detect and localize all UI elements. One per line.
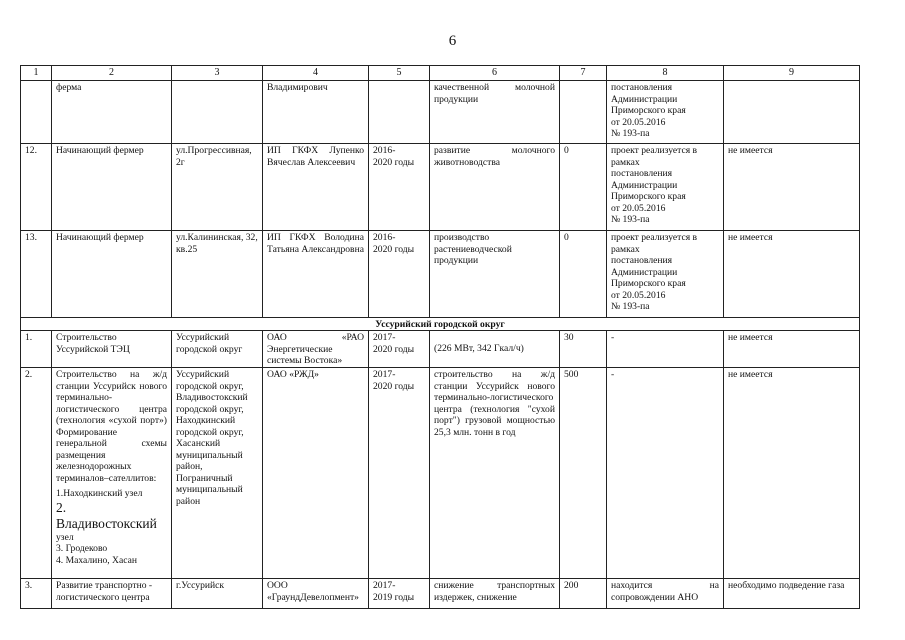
table-row (21, 331, 860, 368)
column-number: 9 (724, 66, 860, 81)
investor: ОАО «РЖД» (263, 368, 369, 579)
column-number-row (21, 66, 860, 81)
hub-item: 3. Гродеково (56, 543, 108, 554)
period: 2017- 2019 годы (369, 579, 430, 609)
period: 2016- 2020 годы (369, 144, 430, 231)
row-number: 1. (21, 331, 52, 368)
column-number: 5 (369, 66, 430, 81)
project-goal: производство растениеводческой продукции (430, 231, 560, 318)
support-status: постановления Администрации Приморского края от 20.05.2016 № 193-па (607, 81, 724, 144)
support-status: - (607, 368, 724, 579)
needs (724, 81, 860, 144)
investment-volume (560, 81, 607, 144)
period: 2017- 2020 годы (369, 368, 430, 579)
investor: ИП ГКФХ Володина Татьяна Александровна (263, 231, 369, 318)
investment-volume: 0 (560, 231, 607, 318)
investor: ООО «ГраундДевелопмент» (263, 579, 369, 609)
hub-item: 2. Владивостокский (56, 499, 157, 531)
project-name: Строительство Уссурийской ТЭЦ (52, 331, 172, 368)
hub-item: 4. Махалино, Хасан (56, 554, 137, 566)
needs: необходимо подведение газа (724, 579, 860, 609)
project-name: Начинающий фермер (52, 144, 172, 231)
row-number: 12. (21, 144, 52, 231)
project-name (52, 368, 172, 579)
investor: Владимирович (263, 81, 369, 144)
support-status: - (607, 331, 724, 368)
needs: не имеется (724, 368, 860, 579)
column-number: 4 (263, 66, 369, 81)
row-number (21, 81, 52, 144)
project-description: Строительство на ж/д станции Уссурийск нового терминально-логистического центра (технология «сухой порт») Формирование генеральной схемы размещения железнодорожных терминалов–сателлитов: (56, 369, 167, 484)
row-number: 13. (21, 231, 52, 318)
hub-item: узел (56, 531, 74, 543)
location: Уссурийский городской округ (172, 331, 263, 368)
investment-volume: 30 (560, 331, 607, 368)
row-number: 2. (21, 368, 52, 579)
support-status: проект реализуется в рамках постановления Администрации Приморского края от 20.05.2016 № 193-па (607, 231, 724, 318)
column-number: 3 (172, 66, 263, 81)
section-title: Уссурийский городской округ (21, 318, 860, 331)
column-number: 8 (607, 66, 724, 81)
project-goal: снижение транспортных издержек, снижение (430, 579, 560, 609)
column-number: 6 (430, 66, 560, 81)
needs: не имеется (724, 331, 860, 368)
location: ул.Калининская, 32, кв.25 (172, 231, 263, 318)
column-number: 1 (21, 66, 52, 81)
needs: не имеется (724, 144, 860, 231)
section-row (21, 318, 860, 331)
project-name: Развитие транспортно - логистического центра (52, 579, 172, 609)
period (369, 81, 430, 144)
table-row (21, 579, 860, 609)
project-name: ферма (52, 81, 172, 144)
project-goal: строительство на ж/д станции Уссурийск нового терминально-логистического центра (технология "сухой порт") грузовой мощностью 25,3 млн. тонн в год (430, 368, 560, 579)
investment-volume: 200 (560, 579, 607, 609)
hub-item: 1.Находкинский узел (56, 488, 143, 499)
column-number: 7 (560, 66, 607, 81)
location: г.Уссурийск (172, 579, 263, 609)
page-number: 6 (448, 33, 457, 49)
investor: ИП ГКФХ Лупенко Вячеслав Алексеевич (263, 144, 369, 231)
row-number: 3. (21, 579, 52, 609)
table-row (21, 81, 860, 144)
project-goal: развитие молочного животноводства (430, 144, 560, 231)
location: ул.Прогрессивная, 2г (172, 144, 263, 231)
needs: не имеется (724, 231, 860, 318)
column-number: 2 (52, 66, 172, 81)
support-status: находится на сопровождении АНО (607, 579, 724, 609)
project-name: Начинающий фермер (52, 231, 172, 318)
investment-volume: 500 (560, 368, 607, 579)
table-row (21, 231, 860, 318)
project-goal: (226 МВт, 342 Гкал/ч) (430, 331, 560, 368)
table-row (21, 368, 860, 579)
investor: ОАО «РАО Энергетические системы Востока» (263, 331, 369, 368)
period: 2016- 2020 годы (369, 231, 430, 318)
project-goal: качественной молочной продукции (430, 81, 560, 144)
investment-volume: 0 (560, 144, 607, 231)
location: Уссурийский городской округ, Владивостокский городской округ, Находкинский городской округ, Хасанский муниципальный район, Пограничный муниципальный район (172, 368, 263, 579)
projects-table (20, 65, 860, 609)
period: 2017- 2020 годы (369, 331, 430, 368)
location (172, 81, 263, 144)
table-row (21, 144, 860, 231)
support-status: проект реализуется в рамках постановления Администрации Приморского края от 20.05.2016 № 193-па (607, 144, 724, 231)
